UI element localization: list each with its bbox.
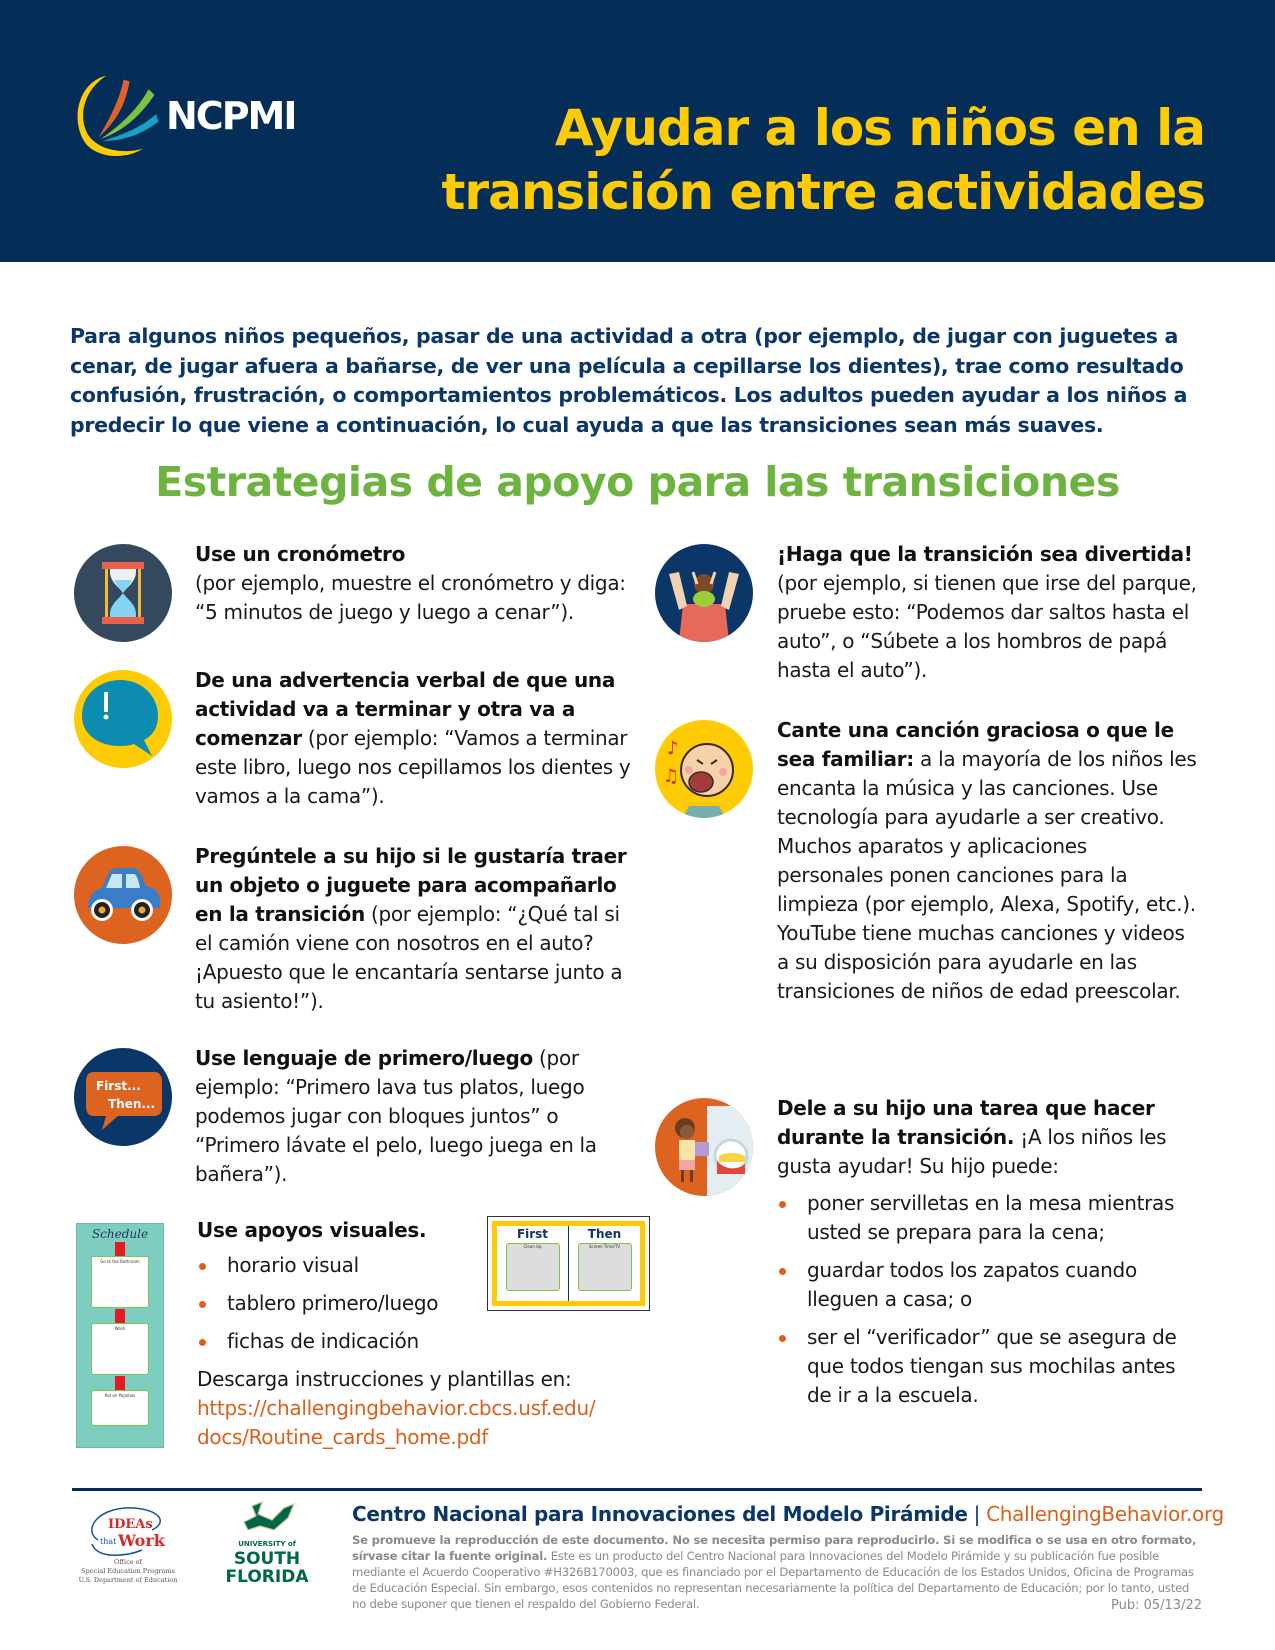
strategy-give-task — [655, 1098, 1197, 1419]
ncpmi-swoosh-icon — [68, 68, 164, 164]
strategy-text: Cante una canción graciosa o que le sea familiar: a la mayoría de los niños les encanta la música y las canciones. Use tecnología para ayudarle a ser creativo. Muchos aparatos y aplicaciones personales ponen canciones para la limpieza (por ejemplo, Alexa, Spotify, etc.). YouTube tiene muchas canciones y videos a su disposición para ayudarle en las transiciones de niños de edad preescolar. — [777, 718, 1197, 1003]
strategy-text: Dele a su hijo una tarea que hacer durante la transición. ¡A los niños les gusta ayudar! Su hijo puede: poner servilletas en la mesa mientras usted se prepara para la cena; guardar todos los zapatos cuando lleguen a casa; o ser el “verificador” que se asegura de que todos tiengan sus mochilas antes de ir a la escuela. — [777, 1094, 1197, 1419]
svg-text:♪: ♪ — [667, 738, 679, 759]
schedule-card: Put on Pajamas — [91, 1390, 149, 1426]
svg-text:Office of: Office of — [114, 1558, 142, 1566]
singing-child-icon — [655, 720, 753, 818]
bullet-item: guardar todos los zapatos cuando lleguen a casa; o — [777, 1256, 1197, 1314]
download-link[interactable]: https://challengingbehavior.cbcs.usf.edu/ docs/Routine_cards_home.pdf — [197, 1396, 596, 1449]
footer-org-line: Centro Nacional para Innovaciones del Modelo Pirámide | ChallengingBehavior.org — [352, 1502, 1224, 1526]
svg-text:UNIVERSITY of: UNIVERSITY of — [238, 1540, 296, 1548]
strategy-verbal-warning — [74, 670, 640, 811]
ideas-that-work-logo — [78, 1500, 178, 1590]
speech-bubble-exclamation-icon — [74, 670, 172, 768]
disclaimer: Se promueve la reproducción de este documento. No se necesita permiso para reproducirlo. Si se modifica o se usa en otro formato, sírvase citar la fuente original. Este es un producto del Centro Nacional para Innovaciones del Modelo Pirámide y su publicación fue posible mediante el Acuerdo Cooperativo #H326B170003, que es financiado por el Departamento de Educación de los Estados Unidos, Oficina de Programas de Educación Especial. Sin embargo, esos contenidos no representan necesariamente la política del Departamento de Educación; por lo tanto, usted no debe suponer que tienen el respaldo del Gobierno Federal. — [352, 1533, 1197, 1611]
bullet-item: ser el “verificador” que se asegura de que todos tiengan sus mochilas antes de ir a la escuela. — [777, 1323, 1197, 1410]
hourglass-icon — [74, 544, 172, 642]
visual-schedule-image: Schedule Go to the Bathroom Wash Put on Pajamas — [76, 1223, 164, 1448]
svg-text:U.S. Department of Education: U.S. Department of Education — [78, 1576, 178, 1584]
strategy-text: Use apoyos visuales. horario visual tablero primero/luego fichas de indicación Descarga instrucciones y plantillas en: https://challengingbehavior.cbcs.usf.edu/ docs/Routine_cards_home.pdf — [197, 1216, 595, 1452]
section-title: Estrategias de apoyo para las transiciones — [155, 458, 1120, 506]
strategy-text: De una advertencia verbal de que una actividad va a terminar y otra va a comenzar (por ejemplo: “Vamos a terminar este libro, luego nos cepillamos los dientes y vamos a la cama”). — [195, 668, 631, 808]
strategy-text: Pregúntele a su hijo si le gustaría traer un objeto o juguete para acompañarlo en la transición (por ejemplo: “¿Qué tal si el camión viene con nosotros en el auto? ¡Apuesto que le encantaría sentarse junto a tu asiento!”). — [195, 844, 627, 1013]
title-line-2: transición entre actividades — [441, 163, 1205, 221]
title-line-1: Ayudar a los niños en la — [554, 99, 1205, 157]
org-name: Centro Nacional para Innovaciones del Modelo Pirámide — [352, 1502, 968, 1526]
strategy-text: Use lenguaje de primero/luego (por ejemplo: “Primero lava tus platos, luego podemos jugar con bloques juntos” o “Primero lávate el pelo, luego juega en la bañera”). — [195, 1046, 597, 1186]
svg-text:Special Education Programs: Special Education Programs — [81, 1567, 175, 1575]
strategy-timer — [74, 544, 640, 642]
page-title — [442, 96, 1205, 224]
svg-text:IDEAs: IDEAs — [108, 1517, 153, 1532]
svg-text:♫: ♫ — [663, 766, 680, 787]
bullet-item: fichas de indicación — [197, 1327, 595, 1356]
site-link[interactable]: ChallengingBehavior.org — [986, 1502, 1224, 1526]
first-then-board-image: First Clean Up Then Screen Time/TV — [487, 1216, 650, 1311]
strategy-sing-song — [655, 720, 1197, 1006]
strategy-text: ¡Haga que la transición sea divertida! (por ejemplo, si tienen que irse del parque, pruebe esto: “Podemos dar saltos hasta el auto”, o “Súbete a los hombros de papá hasta el auto”). — [777, 542, 1197, 682]
svg-text:First...: First... — [96, 1079, 141, 1093]
logo-wordmark: NCPMI — [166, 94, 296, 138]
first-then-bubble-icon — [74, 1048, 172, 1146]
footer-divider — [72, 1488, 1202, 1491]
strategy-first-then — [74, 1048, 640, 1189]
publication-date: Pub: 05/13/22 — [1111, 1598, 1202, 1613]
bullet-item: horario visual — [197, 1251, 595, 1280]
strategy-text: Use un cronómetro (por ejemplo, muestre el cronómetro y diga: “5 minutos de juego y luego a cenar”). — [195, 542, 626, 624]
child-helping-laundry-icon — [655, 1098, 753, 1196]
bullet-item: tablero primero/luego — [197, 1289, 595, 1318]
svg-text:SOUTH: SOUTH — [233, 1549, 301, 1569]
svg-text:Then...: Then... — [108, 1097, 156, 1111]
strategy-make-fun — [655, 544, 1197, 685]
intro-paragraph: Para algunos niños pequeños, pasar de una actividad a otra (por ejemplo, de jugar con juguetes a cenar, de jugar afuera a bañarse, de ver una película a cepillarse los dientes), trae como resultado confusión, frustración, o comportamientos problemáticos. Los adultos pueden ayudar a los niños a predecir lo que viene a continuación, lo cual ayuda a que las transiciones sean más suaves. — [70, 324, 1188, 437]
schedule-card: Go to the Bathroom — [91, 1256, 149, 1308]
svg-text:Work: Work — [118, 1531, 165, 1550]
ncpmi-logo — [68, 68, 296, 164]
svg-text:that: that — [100, 1537, 117, 1546]
strategy-bring-object — [74, 846, 640, 1016]
usf-logo — [222, 1500, 312, 1590]
svg-text:FLORIDA: FLORIDA — [225, 1567, 309, 1587]
bullet-item: poner servilletas en la mesa mientras usted se prepara para la cena; — [777, 1189, 1197, 1247]
schedule-card: Wash — [91, 1323, 149, 1375]
toy-car-icon — [74, 846, 172, 944]
download-label: Descarga instrucciones y plantillas en: — [197, 1367, 572, 1391]
shoulder-ride-icon — [655, 544, 753, 642]
header-banner — [0, 0, 1275, 262]
